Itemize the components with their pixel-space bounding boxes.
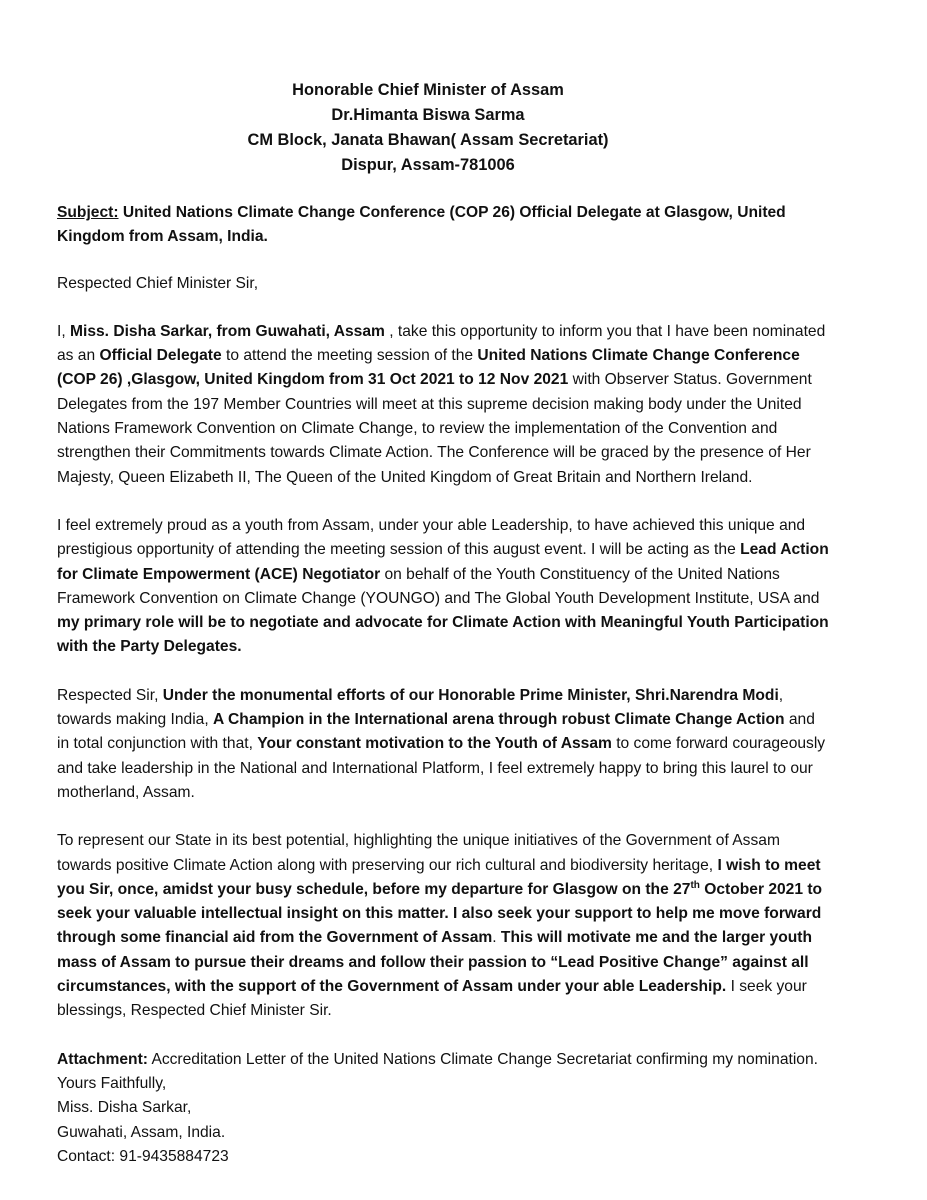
- text-run: .: [492, 929, 501, 947]
- sender-place: Guwahati, Assam, India.: [57, 1123, 226, 1141]
- addressee-city: Dispur, Assam-781006: [341, 156, 515, 174]
- text-run: I feel extremely proud as a youth from Assam, under your able Leadership, to have achieved this unique and prestigious opportunity of attending the meeting session of this august event. I will be acting as the: [57, 516, 806, 559]
- subject-line: [57, 201, 831, 250]
- bold-run: Miss. Disha Sarkar, from Guwahati, Assam: [70, 322, 385, 340]
- text-run: To represent our State in its best potential, highlighting the unique initiatives of the Government of Assam towards positive Climate Action along with preserving our rich cultural and biodiversity heritage,: [57, 832, 780, 874]
- text-run: , towards making India,: [57, 686, 784, 729]
- bold-run: my primary role will be to negotiate and advocate for Climate Action with Meaningful Youth Participation with the Party Delegates.: [57, 614, 829, 656]
- subject-text: United Nations Climate Change Conference (COP 26) Official Delegate at Glasgow, United Kingdom from Assam, India.: [57, 204, 786, 246]
- text-run: I,: [57, 322, 70, 340]
- attachment-text: Accreditation Letter of the United Nations Climate Change Secretariat confirming my nomination.: [147, 1050, 818, 1068]
- sender-name: Miss. Disha Sarkar,: [57, 1099, 192, 1117]
- bold-run: United Nations Climate Change Conference (COP 26) ,Glasgow, United Kingdom from 31 Oct 2021 to 12 Nov 2021: [57, 347, 800, 389]
- text-run: with Observer Status. Government Delegates from the 197 Member Countries will meet at this supreme decision making body under the United Nations Framework Convention on Climate Change, to review the implementation of the Convention and strengthen their Commitments towards Climate Action. The Conference will be graced by the presence of Her Majesty, Queen Elizabeth II, The Queen of the United Kingdom of Great Britain and Northern Ireland.: [57, 371, 812, 486]
- paragraph-role: [57, 514, 831, 660]
- bold-run: Your constant motivation to the Youth of Assam: [257, 735, 612, 753]
- signature-block: [57, 1072, 831, 1169]
- bold-run: Lead Action for Climate Empowerment (ACE) Negotiator: [57, 541, 829, 583]
- bold-run: Official Delegate: [99, 347, 222, 365]
- addressee-office: CM Block, Janata Bhawan( Assam Secretariat): [247, 131, 609, 149]
- attachment-line: [57, 1048, 831, 1072]
- text-run: , take this opportunity to inform you that I have been nominated as an: [57, 322, 826, 365]
- paragraph-introduction: [57, 320, 831, 490]
- text-run: and in total conjunction with that,: [57, 711, 815, 753]
- salutation: Respected Chief Minister Sir,: [57, 274, 259, 292]
- text-run: on behalf of the Youth Constituency of the United Nations Framework Convention on Climate Change (YOUNGO) and The Global Youth Development Institute, USA and: [57, 565, 820, 607]
- text-run: Respected Sir,: [57, 686, 163, 704]
- bold-run: October 2021 to seek your valuable intellectual insight on this matter. I also seek your support to help me move forward through some financial aid from the Government of Assam: [57, 880, 823, 947]
- closing: Yours Faithfully,: [57, 1074, 167, 1092]
- paragraph-motivation: [57, 684, 831, 805]
- addressee-title: Honorable Chief Minister of Assam: [292, 81, 564, 99]
- text-run: I seek your blessings, Respected Chief Minister Sir.: [57, 978, 807, 1020]
- ordinal-superscript: th: [690, 879, 700, 891]
- sender-contact: Contact: 91-9435884723: [57, 1147, 229, 1165]
- bold-run: I wish to meet you Sir, once, amidst your busy schedule, before my departure for Glasgow on the 27: [57, 856, 821, 898]
- addressee-block: [57, 78, 799, 178]
- bold-run: A Champion in the International arena through robust Climate Change Action: [213, 711, 785, 729]
- bold-run: Under the monumental efforts of our Honorable Prime Minister, Shri.Narendra Modi: [162, 686, 779, 704]
- bold-run: This will motivate me and the larger youth mass of Assam to pursue their dreams and follow their passion to “Lead Positive Change” against all circumstances, with the support of the Government of Assam under your able Leadership.: [57, 929, 812, 996]
- text-run: to attend the meeting session of the: [221, 347, 478, 365]
- addressee-name: Dr.Himanta Biswa Sarma: [331, 106, 525, 124]
- subject-label: Subject:: [57, 204, 119, 221]
- text-run: to come forward courageously and take leadership in the National and International Platform, I feel extremely happy to bring this laurel to our motherland, Assam.: [57, 735, 826, 801]
- attachment-label: Attachment:: [57, 1050, 148, 1068]
- paragraph-request: [57, 829, 831, 1023]
